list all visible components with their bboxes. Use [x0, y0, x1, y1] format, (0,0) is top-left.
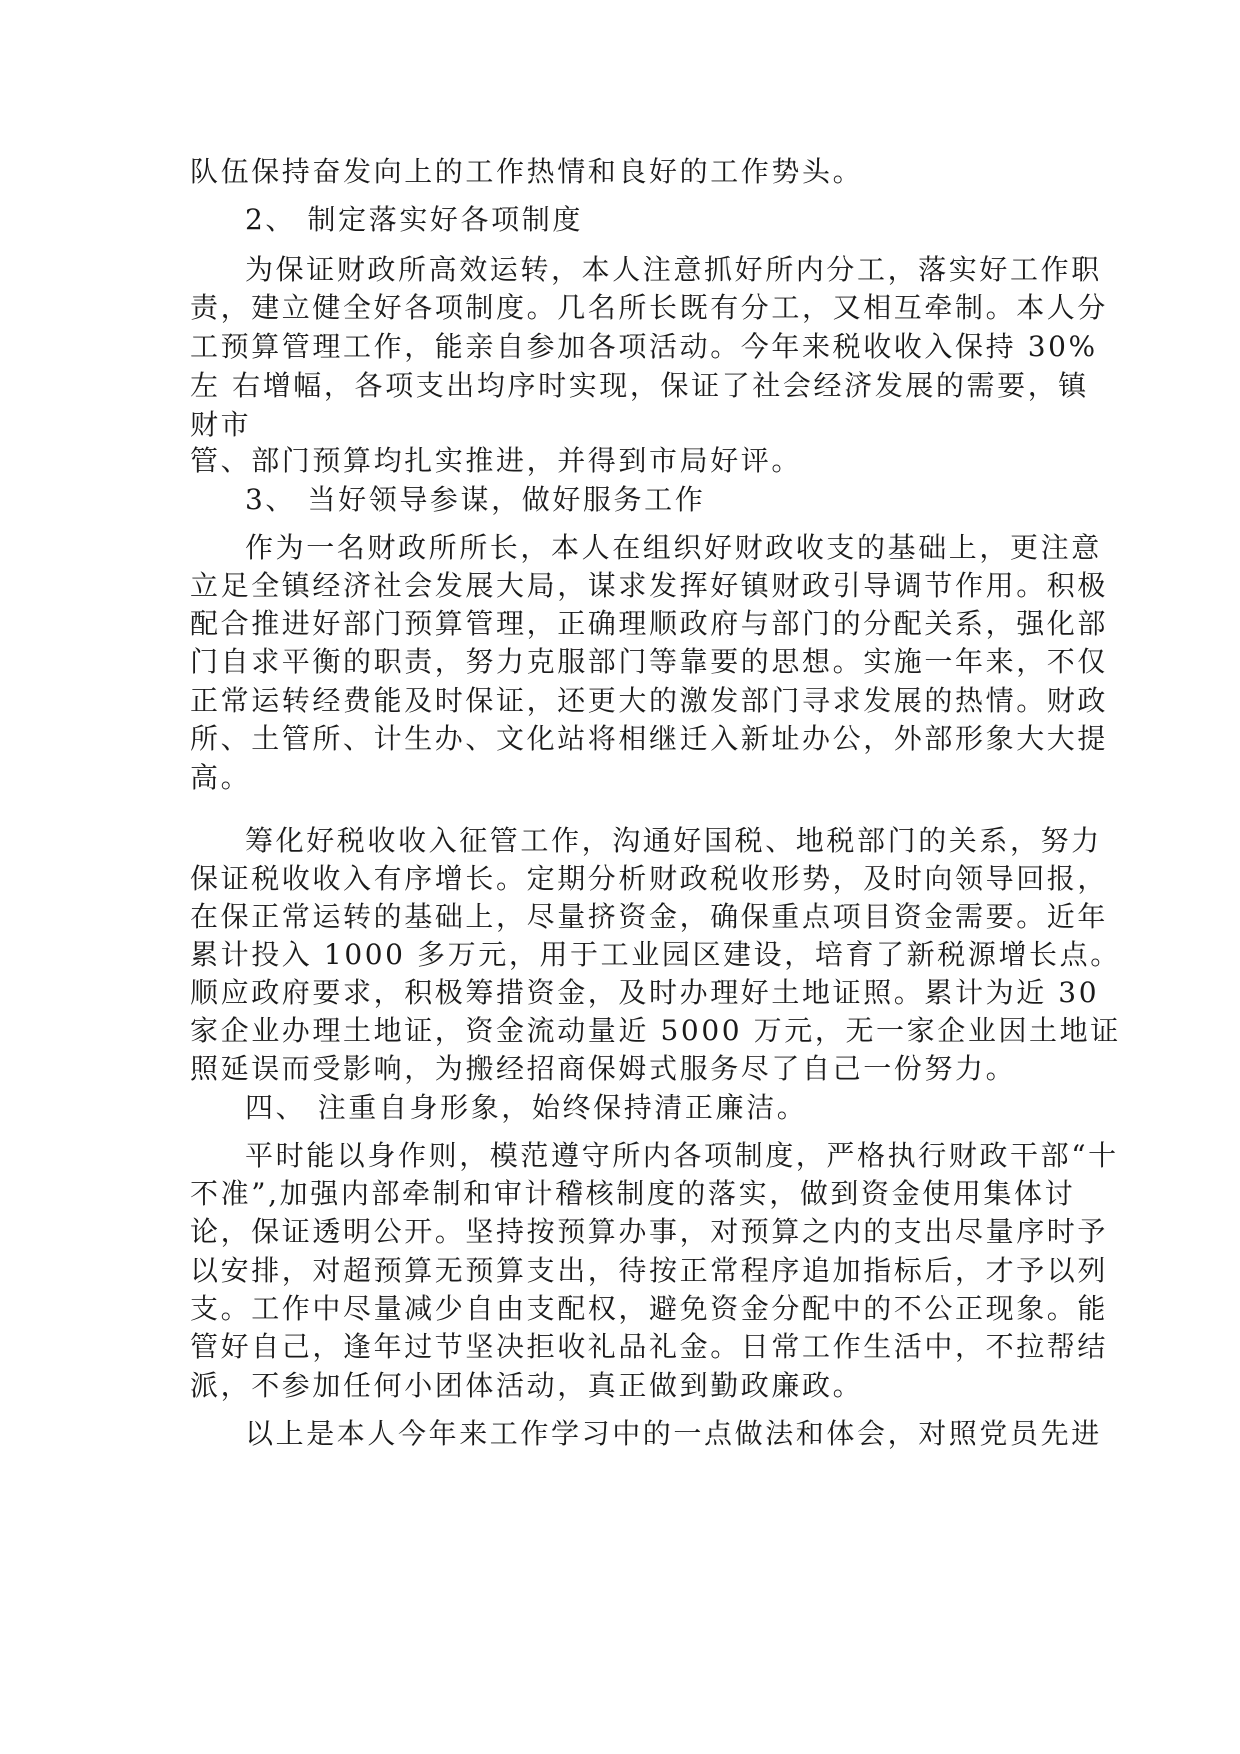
text-line: 顺应政府要求，积极筹措资金，及时办理好土地证照。累计为近 30	[190, 976, 1100, 1009]
text-line: 家企业办理土地证，资金流动量近 5000 万元，无一家企业因土地证	[190, 1014, 1121, 1047]
text-line: 论，保证透明公开。坚持按预算办事，对预算之内的支出尽量序时予	[190, 1215, 1109, 1248]
text-line: 队伍保持奋发向上的工作热情和良好的工作势头。	[190, 155, 864, 188]
text-line: 照延误而受影响，为搬经招商保姆式服务尽了自己一份努力。	[190, 1052, 1017, 1085]
text-line: 门自求平衡的职责，努力克服部门等靠要的思想。实施一年来，不仅	[190, 645, 1109, 678]
text-line: 管好自己，逢年过节坚决拒收礼品礼金。日常工作生活中，不拉帮结	[190, 1330, 1109, 1363]
text-line: 派，不参加任何小团体活动，真正做到勤政廉政。	[190, 1369, 864, 1402]
text-line: 高。	[190, 761, 252, 794]
text-line: 左 右增幅，各项支出均序时实现，保证了社会经济发展的需要，镇	[190, 369, 1089, 402]
section-heading: 3、 当好领导参谋，做好服务工作	[245, 483, 706, 516]
text-line: 正常运转经费能及时保证，还更大的激发部门寻求发展的热情。财政	[190, 684, 1109, 717]
text-line: 以安排，对超预算无预算支出，待按正常程序追加指标后，才予以列	[190, 1254, 1109, 1287]
text-line: 工预算管理工作，能亲自参加各项活动。今年来税收收入保持 30%	[190, 330, 1098, 363]
text-line: 财市	[190, 408, 252, 441]
text-line: 立足全镇经济社会发展大局，谋求发挥好镇财政引导调节作用。积极	[190, 569, 1109, 602]
text-line: 以上是本人今年来工作学习中的一点做法和体会，对照党员先进	[245, 1417, 1102, 1450]
section-heading: 四、 注重自身形象，始终保持清正廉洁。	[245, 1091, 808, 1124]
text-line: 配合推进好部门预算管理，正确理顺政府与部门的分配关系，强化部	[190, 607, 1109, 640]
text-line: 责，建立健全好各项制度。几名所长既有分工，又相互牵制。本人分	[190, 291, 1109, 324]
text-line: 管、部门预算均扎实推进，并得到市局好评。	[190, 444, 803, 477]
text-line: 在保正常运转的基础上，尽量挤资金，确保重点项目资金需要。近年	[190, 900, 1109, 933]
text-line: 支。工作中尽量减少自由支配权，避免资金分配中的不公正现象。能	[190, 1292, 1109, 1325]
text-line: 筹化好税收收入征管工作，沟通好国税、地税部门的关系，努力	[245, 824, 1102, 857]
section-heading: 2、 制定落实好各项制度	[245, 203, 583, 236]
text-line: 为保证财政所高效运转，本人注意抓好所内分工，落实好工作职	[245, 253, 1102, 286]
text-line: 所、土管所、计生办、文化站将相继迁入新址办公，外部形象大大提	[190, 722, 1109, 755]
text-line: 不准”,加强内部牵制和审计稽核制度的落实，做到资金使用集体讨	[190, 1177, 1076, 1210]
text-line: 作为一名财政所所长，本人在组织好财政收支的基础上，更注意	[245, 531, 1102, 564]
text-line: 累计投入 1000 多万元，用于工业园区建设，培育了新税源增长点。	[190, 938, 1121, 971]
text-line: 平时能以身作则，模范遵守所内各项制度，严格执行财政干部“十	[245, 1139, 1119, 1172]
text-line: 保证税收收入有序增长。定期分析财政税收形势，及时向领导回报，	[190, 862, 1109, 895]
